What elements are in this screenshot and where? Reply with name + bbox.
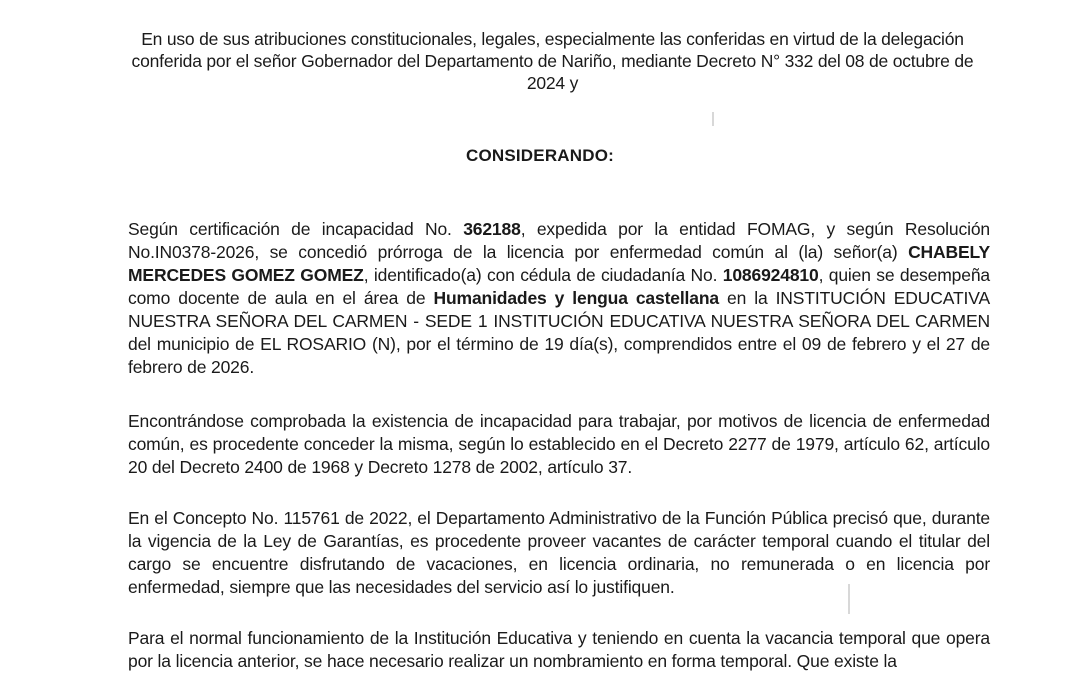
paragraph-normal-functioning: Para el normal funcionamiento de la Institución Educativa y teniendo en cuenta la vacancia temporal que opera por la licencia anterior, se hace necesario realizar un nombramiento en forma temporal. Que existe la — [128, 628, 990, 671]
considerando-heading: CONSIDERANDO: — [465, 146, 615, 165]
p1-text-1: Según certificación de incapacidad No. — [128, 219, 464, 239]
certificate-number: 362188 — [463, 219, 521, 239]
employee-name: CHABELY MERCEDES GOMEZ GOMEZ — [128, 242, 990, 285]
scan-artifact — [848, 584, 850, 614]
cedula-number: 1086924810 — [722, 265, 819, 285]
p1-text-4: , quien se desempeña como docente de aula en el área de — [128, 265, 990, 308]
p1-text-3: , identificado(a) con cédula de ciudadanía No. — [363, 265, 723, 285]
teaching-area: Humanidades y lengua castellana — [433, 288, 719, 308]
p1-text-5: en la INSTITUCIÓN EDUCATIVA NUESTRA SEÑORA DEL CARMEN - SEDE 1 INSTITUCIÓN EDUCATIVA NUESTRA SEÑORA DEL CARMEN del municipio de EL ROSARIO (N), por el término de 19 día(s), comprendidos entre el 09 de febrero y el 27 de febrero de 2026. — [128, 288, 990, 377]
intro-paragraph: En uso de sus atribuciones constitucionales, legales, especialmente las conferidas en virtud de la delegación conferida por el señor Gobernador del Departamento de Nariño, mediante Decreto N° 332 del 08 de octubre de 2024 y — [131, 29, 974, 93]
paragraph-legal-basis: Encontrándose comprobada la existencia de incapacidad para trabajar, por motivos de licencia de enfermedad común, es procedente conceder la misma, según lo establecido en el Decreto 2277 de 1979, artículo 62, artículo 20 del Decreto 2400 de 1968 y Decreto 1278 de 2002, artículo 37. — [128, 411, 990, 477]
paragraph-incapacity-certification — [128, 218, 990, 379]
paragraph-concepto-funcion-publica: En el Concepto No. 115761 de 2022, el Departamento Administrativo de la Función Pública precisó que, durante la vigencia de la Ley de Garantías, es procedente proveer vacantes de carácter temporal cuando el titular del cargo se encuentre disfrutando de vacaciones, en licencia ordinaria, no remunerada o en licencia por enfermedad, siempre que las necesidades del servicio así lo justifiquen. — [128, 508, 990, 597]
p1-text-2: , expedida por la entidad FOMAG, y según Resolución No.IN0378-2026, se concedió prórroga de la licencia por enfermedad común al (la) señor(a) — [128, 219, 990, 262]
scan-artifact — [712, 112, 714, 126]
